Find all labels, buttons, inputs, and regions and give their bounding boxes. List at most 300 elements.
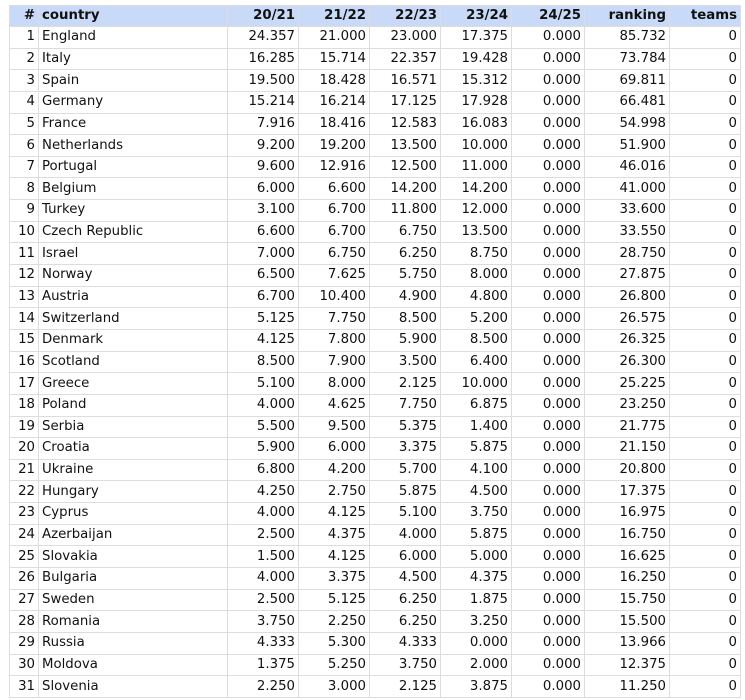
cell-ranking: 13.966 [585, 632, 670, 654]
cell-season-2324: 3.250 [441, 611, 512, 633]
cell-season-2122: 7.900 [299, 351, 370, 373]
cell-rank-number: 13 [10, 286, 39, 308]
cell-season-2425: 0.000 [512, 416, 585, 438]
table-row [10, 676, 741, 698]
cell-country: Moldova [39, 654, 228, 676]
table-row [10, 632, 741, 654]
cell-season-2425: 0.000 [512, 373, 585, 395]
cell-season-2425: 0.000 [512, 221, 585, 243]
cell-rank-number: 22 [10, 481, 39, 503]
cell-rank-number: 19 [10, 416, 39, 438]
cell-teams: 0 [670, 243, 741, 265]
cell-season-2324: 4.800 [441, 286, 512, 308]
cell-teams: 0 [670, 438, 741, 460]
cell-season-2122: 15.714 [299, 48, 370, 70]
cell-rank-number: 7 [10, 156, 39, 178]
cell-season-2122: 21.000 [299, 27, 370, 49]
cell-season-2223: 17.125 [370, 91, 441, 113]
cell-season-2425: 0.000 [512, 135, 585, 157]
cell-teams: 0 [670, 524, 741, 546]
cell-country: Croatia [39, 438, 228, 460]
cell-season-2021: 24.357 [228, 27, 299, 49]
cell-teams: 0 [670, 48, 741, 70]
cell-season-2324: 14.200 [441, 178, 512, 200]
cell-rank-number: 4 [10, 91, 39, 113]
ranking-table-container [9, 5, 741, 698]
cell-country: Serbia [39, 416, 228, 438]
cell-season-2425: 0.000 [512, 48, 585, 70]
cell-season-2122: 6.600 [299, 178, 370, 200]
cell-season-2122: 5.250 [299, 654, 370, 676]
cell-season-2324: 15.312 [441, 70, 512, 92]
cell-country: Israel [39, 243, 228, 265]
table-row [10, 113, 741, 135]
cell-season-2223: 22.357 [370, 48, 441, 70]
cell-rank-number: 30 [10, 654, 39, 676]
cell-season-2122: 4.625 [299, 394, 370, 416]
cell-season-2324: 17.375 [441, 27, 512, 49]
cell-rank-number: 28 [10, 611, 39, 633]
cell-season-2324: 3.750 [441, 503, 512, 525]
cell-season-2324: 8.750 [441, 243, 512, 265]
header-country[interactable]: country [39, 6, 228, 27]
cell-season-2021: 1.375 [228, 654, 299, 676]
cell-season-2223: 13.500 [370, 135, 441, 157]
table-row [10, 178, 741, 200]
cell-season-2425: 0.000 [512, 568, 585, 590]
header-row [10, 6, 741, 27]
cell-season-2324: 6.400 [441, 351, 512, 373]
cell-country: Norway [39, 265, 228, 287]
cell-season-2425: 0.000 [512, 524, 585, 546]
cell-rank-number: 29 [10, 632, 39, 654]
header-ranking[interactable]: ranking [585, 6, 670, 27]
cell-teams: 0 [670, 200, 741, 222]
cell-teams: 0 [670, 589, 741, 611]
cell-season-2122: 5.125 [299, 589, 370, 611]
cell-season-2021: 1.500 [228, 546, 299, 568]
cell-season-2021: 2.250 [228, 676, 299, 698]
cell-teams: 0 [670, 654, 741, 676]
cell-season-2223: 5.375 [370, 416, 441, 438]
cell-season-2425: 0.000 [512, 632, 585, 654]
header-season-2425[interactable]: 24/25 [512, 6, 585, 27]
cell-season-2425: 0.000 [512, 351, 585, 373]
cell-season-2021: 5.900 [228, 438, 299, 460]
cell-season-2223: 12.583 [370, 113, 441, 135]
cell-rank-number: 5 [10, 113, 39, 135]
cell-season-2223: 3.500 [370, 351, 441, 373]
cell-season-2223: 7.750 [370, 394, 441, 416]
cell-ranking: 16.625 [585, 546, 670, 568]
cell-season-2425: 0.000 [512, 459, 585, 481]
cell-rank-number: 8 [10, 178, 39, 200]
cell-teams: 0 [670, 221, 741, 243]
cell-season-2021: 6.800 [228, 459, 299, 481]
cell-country: Austria [39, 286, 228, 308]
cell-season-2223: 4.900 [370, 286, 441, 308]
cell-country: Sweden [39, 589, 228, 611]
table-row [10, 91, 741, 113]
table-row [10, 329, 741, 351]
cell-season-2324: 2.000 [441, 654, 512, 676]
cell-rank-number: 21 [10, 459, 39, 481]
cell-teams: 0 [670, 568, 741, 590]
cell-season-2021: 4.250 [228, 481, 299, 503]
table-row [10, 416, 741, 438]
cell-season-2122: 18.416 [299, 113, 370, 135]
cell-ranking: 27.875 [585, 265, 670, 287]
cell-country: Cyprus [39, 503, 228, 525]
cell-season-2324: 16.083 [441, 113, 512, 135]
cell-ranking: 15.500 [585, 611, 670, 633]
cell-season-2223: 16.571 [370, 70, 441, 92]
cell-season-2324: 8.500 [441, 329, 512, 351]
cell-country: Turkey [39, 200, 228, 222]
cell-country: Belgium [39, 178, 228, 200]
cell-country: Czech Republic [39, 221, 228, 243]
cell-season-2425: 0.000 [512, 329, 585, 351]
cell-season-2324: 6.875 [441, 394, 512, 416]
cell-country: Poland [39, 394, 228, 416]
cell-season-2223: 6.250 [370, 611, 441, 633]
cell-teams: 0 [670, 481, 741, 503]
cell-ranking: 17.375 [585, 481, 670, 503]
cell-teams: 0 [670, 503, 741, 525]
cell-country: Germany [39, 91, 228, 113]
cell-country: Switzerland [39, 308, 228, 330]
cell-season-2021: 3.100 [228, 200, 299, 222]
cell-teams: 0 [670, 351, 741, 373]
table-row [10, 394, 741, 416]
cell-season-2223: 4.500 [370, 568, 441, 590]
cell-season-2425: 0.000 [512, 70, 585, 92]
cell-season-2425: 0.000 [512, 91, 585, 113]
cell-season-2425: 0.000 [512, 611, 585, 633]
cell-season-2324: 8.000 [441, 265, 512, 287]
cell-season-2223: 4.000 [370, 524, 441, 546]
cell-season-2122: 4.125 [299, 546, 370, 568]
cell-rank-number: 25 [10, 546, 39, 568]
cell-ranking: 41.000 [585, 178, 670, 200]
cell-season-2324: 13.500 [441, 221, 512, 243]
cell-season-2223: 11.800 [370, 200, 441, 222]
cell-ranking: 33.600 [585, 200, 670, 222]
cell-season-2324: 5.875 [441, 438, 512, 460]
cell-season-2324: 4.500 [441, 481, 512, 503]
table-row [10, 27, 741, 49]
cell-country: France [39, 113, 228, 135]
table-row [10, 546, 741, 568]
cell-teams: 0 [670, 459, 741, 481]
cell-rank-number: 14 [10, 308, 39, 330]
cell-teams: 0 [670, 286, 741, 308]
cell-season-2223: 6.250 [370, 589, 441, 611]
table-row [10, 373, 741, 395]
cell-rank-number: 9 [10, 200, 39, 222]
cell-rank-number: 20 [10, 438, 39, 460]
cell-season-2021: 4.000 [228, 568, 299, 590]
cell-ranking: 73.784 [585, 48, 670, 70]
cell-season-2324: 0.000 [441, 632, 512, 654]
table-row [10, 200, 741, 222]
cell-teams: 0 [670, 611, 741, 633]
cell-season-2425: 0.000 [512, 200, 585, 222]
cell-teams: 0 [670, 329, 741, 351]
cell-season-2425: 0.000 [512, 503, 585, 525]
cell-season-2122: 18.428 [299, 70, 370, 92]
cell-teams: 0 [670, 135, 741, 157]
cell-country: Denmark [39, 329, 228, 351]
cell-teams: 0 [670, 394, 741, 416]
table-row [10, 308, 741, 330]
cell-rank-number: 31 [10, 676, 39, 698]
cell-season-2122: 2.250 [299, 611, 370, 633]
table-row [10, 438, 741, 460]
cell-season-2324: 4.100 [441, 459, 512, 481]
cell-country: Portugal [39, 156, 228, 178]
cell-season-2223: 23.000 [370, 27, 441, 49]
table-row [10, 156, 741, 178]
cell-teams: 0 [670, 27, 741, 49]
cell-season-2324: 19.428 [441, 48, 512, 70]
cell-ranking: 33.550 [585, 221, 670, 243]
cell-country: Ukraine [39, 459, 228, 481]
cell-rank-number: 24 [10, 524, 39, 546]
cell-season-2122: 6.700 [299, 221, 370, 243]
cell-season-2021: 4.333 [228, 632, 299, 654]
cell-rank-number: 11 [10, 243, 39, 265]
cell-season-2223: 2.125 [370, 676, 441, 698]
cell-season-2425: 0.000 [512, 546, 585, 568]
cell-ranking: 15.750 [585, 589, 670, 611]
cell-teams: 0 [670, 308, 741, 330]
cell-season-2122: 6.750 [299, 243, 370, 265]
country-ranking-table [9, 5, 741, 698]
header-season-2324[interactable]: 23/24 [441, 6, 512, 27]
cell-season-2425: 0.000 [512, 676, 585, 698]
cell-season-2324: 12.000 [441, 200, 512, 222]
cell-season-2425: 0.000 [512, 178, 585, 200]
cell-teams: 0 [670, 373, 741, 395]
header-season-2223[interactable]: 22/23 [370, 6, 441, 27]
cell-ranking: 51.900 [585, 135, 670, 157]
cell-season-2122: 9.500 [299, 416, 370, 438]
cell-ranking: 11.250 [585, 676, 670, 698]
cell-ranking: 66.481 [585, 91, 670, 113]
cell-teams: 0 [670, 70, 741, 92]
cell-season-2324: 1.875 [441, 589, 512, 611]
cell-ranking: 85.732 [585, 27, 670, 49]
cell-teams: 0 [670, 676, 741, 698]
cell-season-2425: 0.000 [512, 156, 585, 178]
cell-season-2223: 14.200 [370, 178, 441, 200]
cell-teams: 0 [670, 113, 741, 135]
cell-season-2122: 4.375 [299, 524, 370, 546]
cell-season-2324: 1.400 [441, 416, 512, 438]
header-season-2122[interactable]: 21/22 [299, 6, 370, 27]
cell-country: Spain [39, 70, 228, 92]
table-row [10, 481, 741, 503]
table-row [10, 524, 741, 546]
cell-teams: 0 [670, 546, 741, 568]
cell-teams: 0 [670, 91, 741, 113]
header-teams[interactable]: teams [670, 6, 741, 27]
cell-country: Greece [39, 373, 228, 395]
cell-season-2324: 10.000 [441, 373, 512, 395]
cell-rank-number: 2 [10, 48, 39, 70]
cell-rank-number: 15 [10, 329, 39, 351]
cell-ranking: 23.250 [585, 394, 670, 416]
cell-rank-number: 12 [10, 265, 39, 287]
cell-rank-number: 3 [10, 70, 39, 92]
cell-rank-number: 23 [10, 503, 39, 525]
cell-rank-number: 16 [10, 351, 39, 373]
cell-season-2021: 6.600 [228, 221, 299, 243]
cell-season-2425: 0.000 [512, 113, 585, 135]
cell-season-2122: 10.400 [299, 286, 370, 308]
cell-season-2223: 3.375 [370, 438, 441, 460]
cell-season-2324: 5.875 [441, 524, 512, 546]
cell-country: Azerbaijan [39, 524, 228, 546]
cell-rank-number: 18 [10, 394, 39, 416]
cell-season-2324: 5.200 [441, 308, 512, 330]
cell-teams: 0 [670, 416, 741, 438]
header-season-2021[interactable]: 20/21 [228, 6, 299, 27]
cell-season-2122: 12.916 [299, 156, 370, 178]
cell-season-2324: 10.000 [441, 135, 512, 157]
cell-season-2122: 5.300 [299, 632, 370, 654]
table-row [10, 243, 741, 265]
cell-season-2021: 4.000 [228, 394, 299, 416]
cell-season-2223: 5.100 [370, 503, 441, 525]
cell-season-2223: 5.750 [370, 265, 441, 287]
table-row [10, 351, 741, 373]
cell-season-2223: 5.900 [370, 329, 441, 351]
cell-teams: 0 [670, 632, 741, 654]
cell-season-2122: 4.125 [299, 503, 370, 525]
cell-season-2324: 5.000 [441, 546, 512, 568]
cell-season-2122: 7.625 [299, 265, 370, 287]
cell-season-2425: 0.000 [512, 394, 585, 416]
cell-ranking: 25.225 [585, 373, 670, 395]
cell-season-2021: 9.200 [228, 135, 299, 157]
cell-ranking: 16.250 [585, 568, 670, 590]
cell-ranking: 26.800 [585, 286, 670, 308]
cell-season-2021: 4.000 [228, 503, 299, 525]
cell-ranking: 26.325 [585, 329, 670, 351]
cell-country: Netherlands [39, 135, 228, 157]
table-row [10, 459, 741, 481]
table-body [10, 27, 741, 698]
cell-season-2425: 0.000 [512, 481, 585, 503]
cell-season-2021: 5.100 [228, 373, 299, 395]
cell-season-2021: 7.916 [228, 113, 299, 135]
cell-rank-number: 26 [10, 568, 39, 590]
cell-season-2021: 5.500 [228, 416, 299, 438]
cell-season-2021: 3.750 [228, 611, 299, 633]
cell-country: Slovakia [39, 546, 228, 568]
cell-rank-number: 17 [10, 373, 39, 395]
cell-season-2122: 7.750 [299, 308, 370, 330]
cell-season-2425: 0.000 [512, 243, 585, 265]
cell-rank-number: 6 [10, 135, 39, 157]
table-row [10, 48, 741, 70]
cell-season-2223: 6.000 [370, 546, 441, 568]
cell-rank-number: 27 [10, 589, 39, 611]
cell-season-2122: 19.200 [299, 135, 370, 157]
table-row [10, 503, 741, 525]
table-row [10, 568, 741, 590]
cell-country: England [39, 27, 228, 49]
table-row [10, 611, 741, 633]
cell-teams: 0 [670, 265, 741, 287]
cell-season-2021: 9.600 [228, 156, 299, 178]
cell-teams: 0 [670, 156, 741, 178]
cell-season-2021: 2.500 [228, 589, 299, 611]
cell-season-2425: 0.000 [512, 286, 585, 308]
cell-season-2021: 19.500 [228, 70, 299, 92]
cell-country: Slovenia [39, 676, 228, 698]
cell-season-2122: 6.000 [299, 438, 370, 460]
cell-season-2223: 5.875 [370, 481, 441, 503]
cell-season-2021: 7.000 [228, 243, 299, 265]
cell-season-2223: 5.700 [370, 459, 441, 481]
cell-season-2425: 0.000 [512, 265, 585, 287]
cell-season-2021: 6.000 [228, 178, 299, 200]
cell-country: Bulgaria [39, 568, 228, 590]
cell-season-2425: 0.000 [512, 308, 585, 330]
cell-season-2223: 4.333 [370, 632, 441, 654]
cell-season-2324: 3.875 [441, 676, 512, 698]
header-rank-number[interactable]: # [10, 6, 39, 27]
cell-season-2021: 2.500 [228, 524, 299, 546]
cell-country: Scotland [39, 351, 228, 373]
table-row [10, 70, 741, 92]
cell-rank-number: 10 [10, 221, 39, 243]
cell-season-2223: 12.500 [370, 156, 441, 178]
cell-ranking: 12.375 [585, 654, 670, 676]
cell-ranking: 69.811 [585, 70, 670, 92]
cell-ranking: 21.775 [585, 416, 670, 438]
cell-season-2425: 0.000 [512, 589, 585, 611]
table-row [10, 589, 741, 611]
cell-season-2223: 3.750 [370, 654, 441, 676]
cell-country: Hungary [39, 481, 228, 503]
cell-ranking: 46.016 [585, 156, 670, 178]
cell-season-2021: 8.500 [228, 351, 299, 373]
cell-ranking: 26.575 [585, 308, 670, 330]
cell-season-2122: 4.200 [299, 459, 370, 481]
cell-season-2223: 6.250 [370, 243, 441, 265]
cell-season-2425: 0.000 [512, 27, 585, 49]
cell-rank-number: 1 [10, 27, 39, 49]
table-row [10, 265, 741, 287]
cell-season-2021: 16.285 [228, 48, 299, 70]
table-row [10, 654, 741, 676]
table-row [10, 286, 741, 308]
cell-season-2122: 3.000 [299, 676, 370, 698]
cell-season-2021: 4.125 [228, 329, 299, 351]
cell-ranking: 26.300 [585, 351, 670, 373]
cell-season-2021: 5.125 [228, 308, 299, 330]
table-row [10, 135, 741, 157]
cell-country: Italy [39, 48, 228, 70]
cell-season-2122: 2.750 [299, 481, 370, 503]
cell-ranking: 28.750 [585, 243, 670, 265]
cell-season-2324: 11.000 [441, 156, 512, 178]
cell-season-2122: 3.375 [299, 568, 370, 590]
